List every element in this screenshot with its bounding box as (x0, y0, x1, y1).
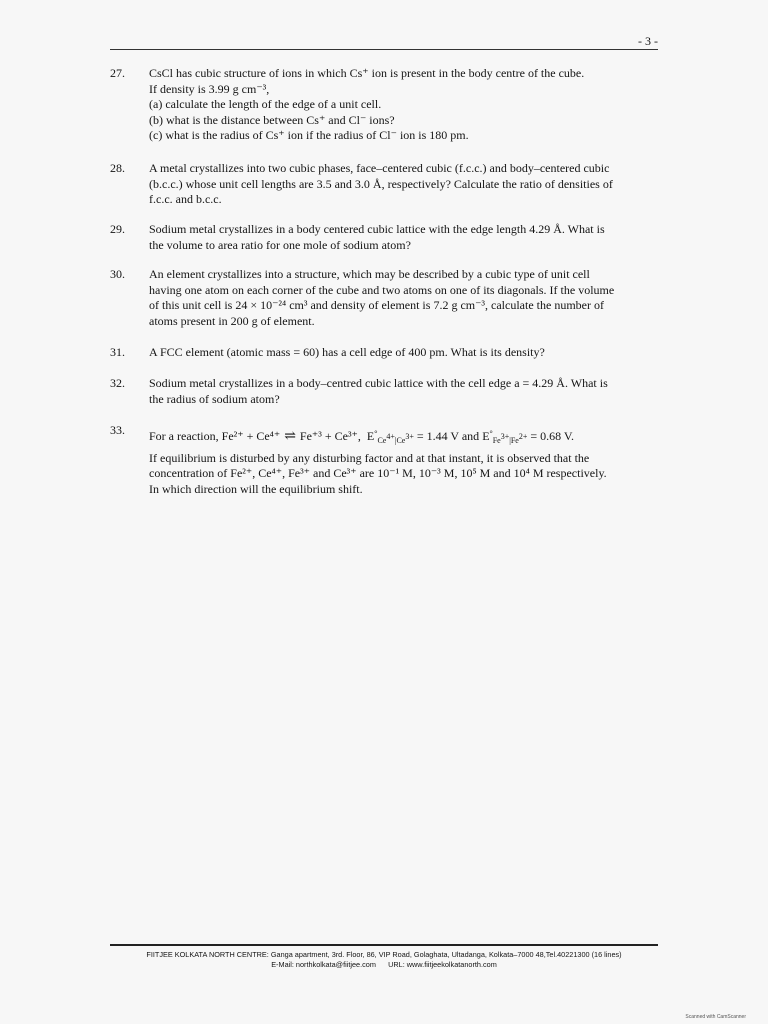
question-line: f.c.c. and b.c.c. (149, 192, 222, 206)
question-line: (a) calculate the length of the edge of a unit cell. (149, 97, 382, 111)
question-line: having one atom on each corner of the cube and two atoms on one of its diagonals. If the volume (149, 282, 615, 297)
page-number: - 3 - (638, 34, 658, 48)
question-number: 29. (110, 222, 125, 236)
question-line: An element crystallizes into a structure, which may be described by a cubic type of unit cell (149, 267, 590, 281)
question-number: 28. (110, 161, 125, 175)
question-31 (110, 345, 658, 361)
question-line: CsCl has cubic structure of ions in which Cs⁺ ion is present in the body centre of the cube. (149, 66, 585, 80)
question-line: A metal crystallizes into two cubic phases, face–centered cubic (f.c.c.) and body–centered cubic (149, 161, 610, 175)
footer-contact (110, 960, 658, 970)
question-28 (110, 161, 658, 208)
scanner-watermark: Scanned with CamScanner (685, 1014, 746, 1020)
footer-email: E-Mail: northkolkata@fiitjee.com (271, 960, 376, 969)
electrode-potential-fe-value: = 0.68 V. (530, 429, 575, 443)
footer (110, 950, 658, 970)
footer-rule (110, 944, 658, 946)
question-line: the volume to area ratio for one mole of sodium atom? (149, 237, 411, 252)
question-number: 32. (110, 376, 125, 390)
question-33 (110, 423, 658, 497)
reaction-products: Fe⁺³ + Ce³⁺, (299, 429, 361, 443)
equilibrium-arrow-icon: ⇌ (284, 429, 296, 444)
electrode-potential-ce-value: = 1.44 V and (416, 429, 480, 443)
question-line: Sodium metal crystallizes in a body–centred cubic lattice with the cell edge a = 4.29 Å. What is (149, 376, 608, 390)
question-line: In which direction will the equilibrium shift. (149, 481, 363, 496)
reaction-line (149, 429, 658, 445)
reaction-reactants: For a reaction, Fe²⁺ + Ce⁴⁺ (149, 429, 281, 443)
question-number: 31. (110, 345, 125, 359)
question-line: A FCC element (atomic mass = 60) has a cell edge of 400 pm. What is its density? (149, 345, 545, 359)
question-line: atoms present in 200 g of element. (149, 313, 315, 328)
electrode-potential-fe: $E^\circ_{Fe^{3+}|Fe^{2+}}$ (482, 429, 528, 445)
question-number: 27. (110, 66, 125, 80)
question-line: (c) what is the radius of Cs⁺ ion if the radius of Cl⁻ ion is 180 pm. (149, 128, 469, 142)
question-29 (110, 222, 658, 253)
electrode-potential-ce: $E^\circ_{Ce^{4+}|Ce^{3+}}$ (366, 429, 414, 445)
footer-url: URL: www.fiitjeekolkatanorth.com (388, 960, 497, 969)
question-line: the radius of sodium atom? (149, 391, 280, 406)
question-line: of this unit cell is 24 × 10⁻²⁴ cm³ and density of element is 7.2 g cm⁻³, calculate the number of (149, 298, 604, 312)
question-number: 30. (110, 267, 125, 281)
question-line: If density is 3.99 g cm⁻³, (149, 81, 270, 96)
question-number: 33. (110, 423, 125, 437)
question-32 (110, 376, 658, 407)
question-line: concentration of Fe²⁺, Ce⁴⁺, Fe³⁺ and Ce³⁺ are 10⁻¹ M, 10⁻³ M, 10⁵ M and 10⁴ M respectively. (149, 466, 607, 480)
question-line: (b) what is the distance between Cs⁺ and Cl⁻ ions? (149, 112, 395, 127)
footer-address: FIITJEE KOLKATA NORTH CENTRE: Ganga apartment, 3rd. Floor, 86, VIP Road, Golaghata, Ultadanga, Kolkata–7000 48,Tel.40221300 (16 lines) (146, 950, 622, 959)
header-rule (110, 49, 658, 50)
question-line: If equilibrium is disturbed by any disturbing factor and at that instant, it is observed that the (149, 450, 590, 465)
question-27 (110, 66, 658, 144)
question-line: (b.c.c.) whose unit cell lengths are 3.5 and 3.0 Å, respectively? Calculate the ratio of densities of (149, 176, 613, 191)
question-line: Sodium metal crystallizes in a body centered cubic lattice with the edge length 4.29 Å. What is (149, 222, 605, 236)
question-30 (110, 267, 658, 329)
